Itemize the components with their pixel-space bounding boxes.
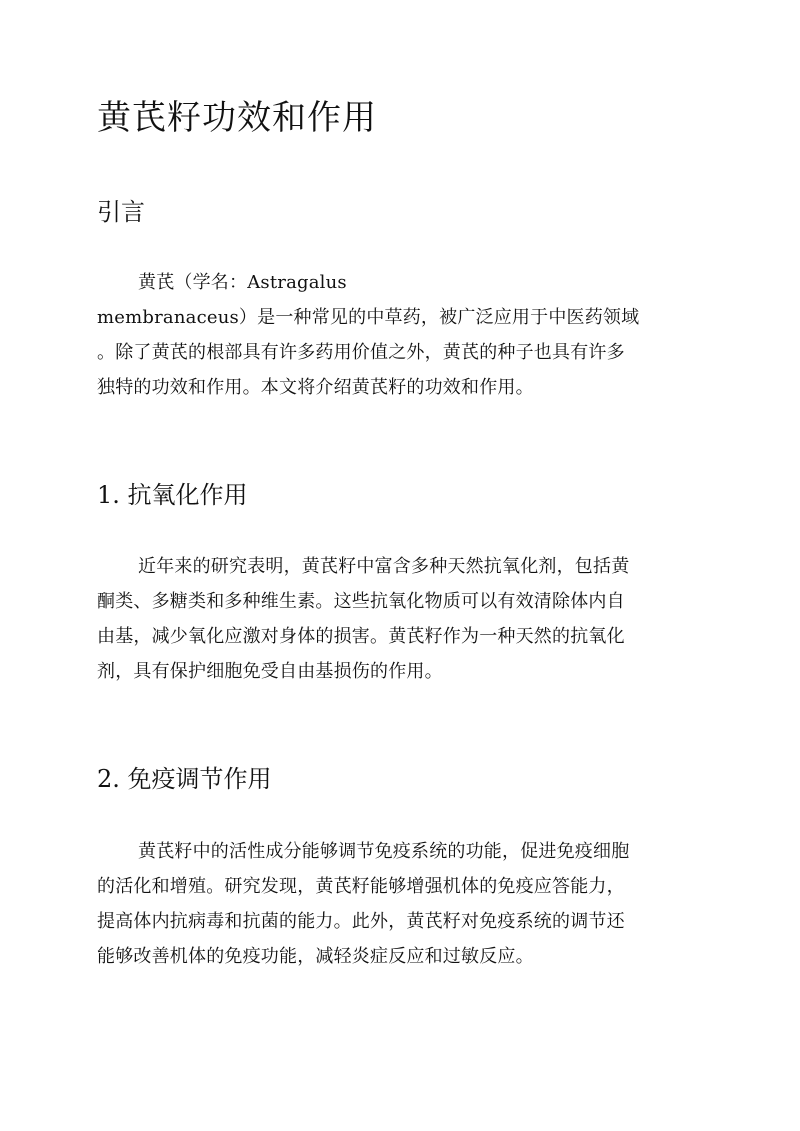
paragraph-line: 剂，具有保护细胞免受自由基损伤的作用。 [97, 661, 443, 682]
paragraph-line: 独特的功效和作用。本文将介绍黄芪籽的功效和作用。 [97, 377, 534, 398]
section-heading-antioxidant: 1. 抗氧化作用 [97, 481, 248, 509]
section-heading-immune-regulation: 2. 免疫调节作用 [97, 765, 272, 793]
paragraph-line: 由基，减少氧化应激对身体的损害。黄芪籽作为一种天然的抗氧化 [97, 626, 625, 647]
page-title: 黄芪籽功效和作用 [97, 98, 377, 138]
immune-regulation-paragraph [97, 834, 702, 974]
paragraph-line: membranaceus）是一种常见的中草药，被广泛应用于中医药领域 [97, 307, 640, 328]
section-heading-introduction: 引言 [97, 198, 145, 226]
paragraph-line: 。除了黄芪的根部具有许多药用价值之外，黄芪的种子也具有许多 [97, 342, 625, 363]
paragraph-line: 黄芪籽中的活性成分能够调节免疫系统的功能，促进免疫细胞 [138, 841, 630, 862]
paragraph-line: 黄芪（学名：Astragalus [138, 272, 347, 293]
paragraph-line: 酮类、多糖类和多种维生素。这些抗氧化物质可以有效清除体内自 [97, 591, 625, 612]
antioxidant-paragraph [97, 549, 702, 689]
introduction-paragraph [97, 265, 702, 405]
paragraph-line: 提高体内抗病毒和抗菌的能力。此外，黄芪籽对免疫系统的调节还 [97, 911, 625, 932]
paragraph-line: 能够改善机体的免疫功能，减轻炎症反应和过敏反应。 [97, 946, 534, 967]
paragraph-line: 近年来的研究表明，黄芪籽中富含多种天然抗氧化剂，包括黄 [138, 556, 630, 577]
paragraph-line: 的活化和增殖。研究发现，黄芪籽能够增强机体的免疫应答能力， [97, 876, 625, 897]
